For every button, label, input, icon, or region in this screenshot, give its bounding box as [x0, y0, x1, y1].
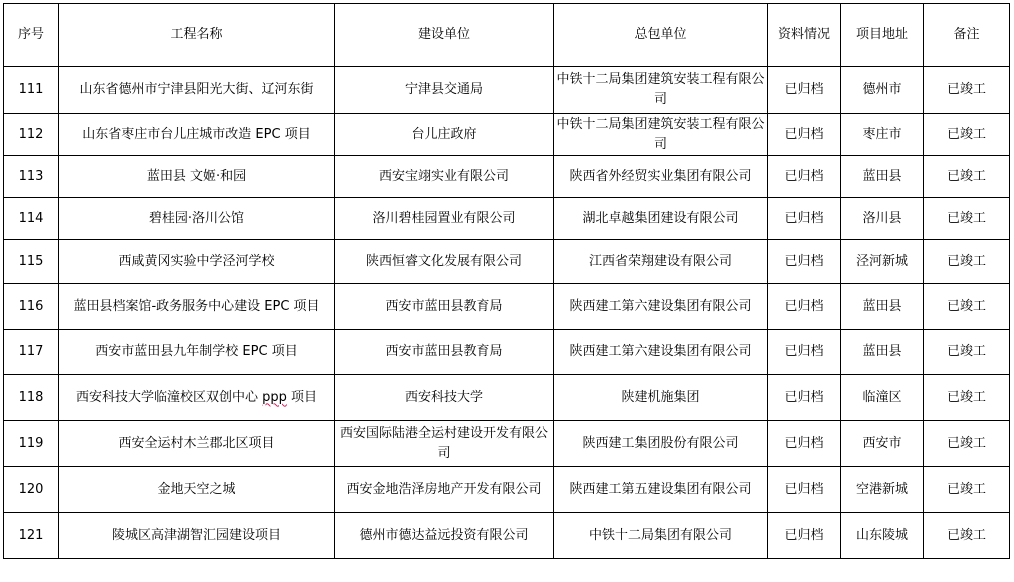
table-row [4, 375, 1010, 421]
cell-serial-number: 118 [4, 375, 59, 421]
cell-owner: 宁津县交通局 [335, 67, 554, 114]
cell-document-status: 已归档 [768, 114, 841, 156]
cell-document-status: 已归档 [768, 284, 841, 330]
cell-project-location: 临潼区 [841, 375, 924, 421]
cell-owner: 西安国际陆港全运村建设开发有限公司 [335, 421, 554, 467]
cell-project-name [59, 375, 335, 421]
cell-remark: 已竣工 [924, 330, 1010, 375]
header-owner: 建设单位 [335, 4, 554, 67]
cell-general-contractor: 湖北卓越集团建设有限公司 [554, 198, 768, 240]
cell-serial-number: 111 [4, 67, 59, 114]
project-name-text: 西安科技大学临潼校区双创中心 [75, 389, 263, 405]
cell-owner: 西安科技大学 [335, 375, 554, 421]
cell-project-name: 陵城区高津湖智汇园建设项目 [59, 513, 335, 559]
cell-project-location: 德州市 [841, 67, 924, 114]
cell-owner: 西安宝翊实业有限公司 [335, 156, 554, 198]
cell-general-contractor: 陕西建工第五建设集团有限公司 [554, 467, 768, 513]
project-name-text-suffix: 项目 [286, 389, 318, 405]
table-row [4, 513, 1010, 559]
cell-serial-number: 121 [4, 513, 59, 559]
header-general-contractor: 总包单位 [554, 4, 768, 67]
cell-general-contractor: 中铁十二局集团有限公司 [554, 513, 768, 559]
cell-project-name: 山东省枣庄市台儿庄城市改造 EPC 项目 [59, 114, 335, 156]
cell-document-status: 已归档 [768, 156, 841, 198]
cell-project-location: 蓝田县 [841, 156, 924, 198]
cell-document-status: 已归档 [768, 330, 841, 375]
table-row [4, 330, 1010, 375]
cell-project-location: 山东陵城 [841, 513, 924, 559]
cell-remark: 已竣工 [924, 375, 1010, 421]
cell-remark: 已竣工 [924, 156, 1010, 198]
cell-owner: 西安市蓝田县教育局 [335, 284, 554, 330]
header-project-name: 工程名称 [59, 4, 335, 67]
table-row [4, 114, 1010, 156]
cell-general-contractor: 陕西建工第六建设集团有限公司 [554, 330, 768, 375]
cell-project-name: 金地天空之城 [59, 467, 335, 513]
cell-general-contractor: 江西省荣翔建设有限公司 [554, 240, 768, 284]
cell-remark: 已竣工 [924, 513, 1010, 559]
table-row [4, 421, 1010, 467]
cell-owner: 洛川碧桂园置业有限公司 [335, 198, 554, 240]
project-table [3, 3, 1010, 559]
cell-serial-number: 120 [4, 467, 59, 513]
cell-remark: 已竣工 [924, 67, 1010, 114]
cell-document-status: 已归档 [768, 513, 841, 559]
cell-owner: 台儿庄政府 [335, 114, 554, 156]
cell-owner: 西安金地浩泽房地产开发有限公司 [335, 467, 554, 513]
cell-general-contractor: 中铁十二局集团建筑安装工程有限公司 [554, 114, 768, 156]
cell-general-contractor: 陕西省外经贸实业集团有限公司 [554, 156, 768, 198]
cell-general-contractor: 陕西建工第六建设集团有限公司 [554, 284, 768, 330]
cell-remark: 已竣工 [924, 467, 1010, 513]
cell-serial-number: 117 [4, 330, 59, 375]
header-document-status: 资料情况 [768, 4, 841, 67]
cell-project-name: 蓝田县 文姬·和园 [59, 156, 335, 198]
cell-remark: 已竣工 [924, 421, 1010, 467]
cell-remark: 已竣工 [924, 284, 1010, 330]
table-row [4, 240, 1010, 284]
cell-document-status: 已归档 [768, 240, 841, 284]
cell-project-location: 蓝田县 [841, 330, 924, 375]
cell-project-name: 碧桂园·洛川公馆 [59, 198, 335, 240]
cell-serial-number: 112 [4, 114, 59, 156]
spellcheck-flagged-word: ppp [262, 389, 287, 405]
cell-project-location: 空港新城 [841, 467, 924, 513]
header-project-location: 项目地址 [841, 4, 924, 67]
cell-owner: 西安市蓝田县教育局 [335, 330, 554, 375]
cell-serial-number: 116 [4, 284, 59, 330]
cell-remark: 已竣工 [924, 114, 1010, 156]
cell-owner: 德州市德达益远投资有限公司 [335, 513, 554, 559]
cell-project-location: 蓝田县 [841, 284, 924, 330]
cell-project-name: 山东省德州市宁津县阳光大街、辽河东街 [59, 67, 335, 114]
cell-document-status: 已归档 [768, 467, 841, 513]
cell-serial-number: 119 [4, 421, 59, 467]
cell-serial-number: 115 [4, 240, 59, 284]
table-row [4, 467, 1010, 513]
cell-project-location: 洛川县 [841, 198, 924, 240]
cell-remark: 已竣工 [924, 240, 1010, 284]
header-serial-number: 序号 [4, 4, 59, 67]
cell-owner: 陕西恒睿文化发展有限公司 [335, 240, 554, 284]
cell-document-status: 已归档 [768, 375, 841, 421]
table-row [4, 156, 1010, 198]
header-remark: 备注 [924, 4, 1010, 67]
cell-project-location: 西安市 [841, 421, 924, 467]
cell-serial-number: 113 [4, 156, 59, 198]
cell-project-name: 西咸黄冈实验中学泾河学校 [59, 240, 335, 284]
cell-general-contractor: 陕建机施集团 [554, 375, 768, 421]
cell-general-contractor: 中铁十二局集团建筑安装工程有限公司 [554, 67, 768, 114]
cell-document-status: 已归档 [768, 421, 841, 467]
cell-project-location: 枣庄市 [841, 114, 924, 156]
cell-project-name: 西安市蓝田县九年制学校 EPC 项目 [59, 330, 335, 375]
table-row [4, 198, 1010, 240]
cell-project-name: 西安全运村木兰郡北区项目 [59, 421, 335, 467]
cell-project-name: 蓝田县档案馆-政务服务中心建设 EPC 项目 [59, 284, 335, 330]
table-row [4, 67, 1010, 114]
cell-general-contractor: 陕西建工集团股份有限公司 [554, 421, 768, 467]
table-row [4, 284, 1010, 330]
cell-project-location: 泾河新城 [841, 240, 924, 284]
cell-serial-number: 114 [4, 198, 59, 240]
cell-remark: 已竣工 [924, 198, 1010, 240]
cell-document-status: 已归档 [768, 67, 841, 114]
cell-document-status: 已归档 [768, 198, 841, 240]
header-row [4, 4, 1010, 67]
